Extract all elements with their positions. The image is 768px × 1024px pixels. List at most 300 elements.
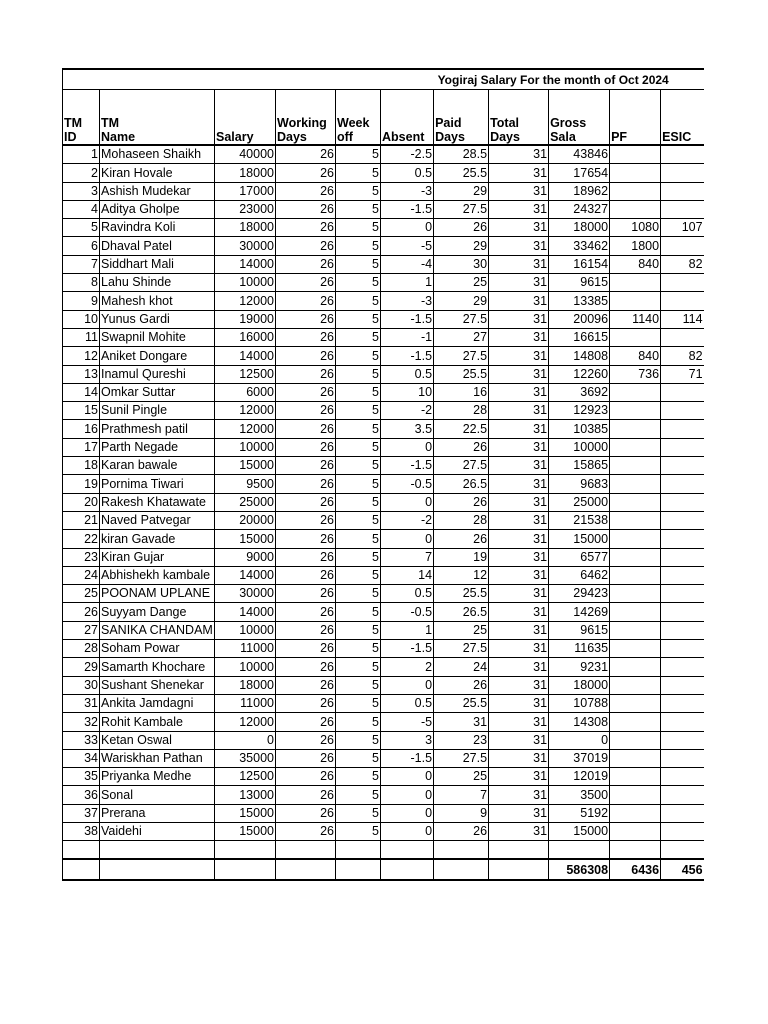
cell-working-days: 26 [276, 548, 336, 566]
cell-gross-salary: 5192 [549, 804, 610, 822]
cell-salary: 11000 [215, 694, 276, 712]
cell-gross-salary: 43846 [549, 145, 610, 164]
table-row [63, 274, 704, 292]
table-row [63, 365, 704, 383]
cell-working-days: 26 [276, 347, 336, 365]
cell-tm-id: 2 [63, 164, 100, 182]
cell-week-off: 5 [336, 219, 381, 237]
cell-working-days: 26 [276, 511, 336, 529]
cell-total-days: 31 [489, 511, 549, 529]
cell-pf [610, 822, 661, 840]
cell-week-off: 5 [336, 713, 381, 731]
cell-paid-days: 24 [434, 658, 489, 676]
cell-tm-id: 8 [63, 274, 100, 292]
cell-tm-id: 22 [63, 530, 100, 548]
cell-tm-id: 10 [63, 310, 100, 328]
cell-salary: 15000 [215, 457, 276, 475]
cell-total-days: 31 [489, 200, 549, 218]
cell-pf [610, 694, 661, 712]
cell-tm-name: Sonal [100, 786, 215, 804]
cell-absent: -1 [381, 328, 434, 346]
cell-working-days: 26 [276, 749, 336, 767]
cell-total-days: 31 [489, 603, 549, 621]
cell-absent: 0.5 [381, 164, 434, 182]
table-row [63, 822, 704, 840]
cell-week-off: 5 [336, 621, 381, 639]
cell-working-days: 26 [276, 713, 336, 731]
cell-working-days: 26 [276, 566, 336, 584]
table-row [63, 310, 704, 328]
cell-total-days: 31 [489, 621, 549, 639]
cell-pf [610, 145, 661, 164]
cell-tm-id: 27 [63, 621, 100, 639]
cell-esic [661, 438, 704, 456]
cell-salary: 16000 [215, 328, 276, 346]
cell-tm-id: 5 [63, 219, 100, 237]
cell-pf [610, 292, 661, 310]
cell-tm-name: kiran Gavade [100, 530, 215, 548]
cell-salary: 18000 [215, 164, 276, 182]
header-tm-id: TM ID [63, 90, 100, 146]
cell-salary: 10000 [215, 438, 276, 456]
cell-salary: 10000 [215, 621, 276, 639]
empty-cell [63, 841, 100, 860]
cell-gross-salary: 29423 [549, 585, 610, 603]
cell-salary: 15000 [215, 804, 276, 822]
empty-cell [215, 859, 276, 880]
cell-pf [610, 566, 661, 584]
cell-pf [610, 603, 661, 621]
cell-gross-salary: 3500 [549, 786, 610, 804]
cell-salary: 12500 [215, 365, 276, 383]
cell-working-days: 26 [276, 274, 336, 292]
cell-gross-salary: 20096 [549, 310, 610, 328]
cell-tm-name: Rohit Kambale [100, 713, 215, 731]
cell-tm-id: 29 [63, 658, 100, 676]
cell-pf [610, 438, 661, 456]
cell-pf [610, 713, 661, 731]
cell-pf: 840 [610, 255, 661, 273]
empty-cell [434, 841, 489, 860]
empty-cell [100, 841, 215, 860]
cell-salary: 12000 [215, 713, 276, 731]
cell-salary: 9500 [215, 475, 276, 493]
empty-cell [489, 859, 549, 880]
cell-tm-name: POONAM UPLANE [100, 585, 215, 603]
cell-week-off: 5 [336, 603, 381, 621]
cell-absent: -4 [381, 255, 434, 273]
cell-absent: 3.5 [381, 420, 434, 438]
cell-week-off: 5 [336, 585, 381, 603]
cell-esic: 82 [661, 255, 704, 273]
cell-gross-salary: 18000 [549, 219, 610, 237]
cell-tm-name: Soham Powar [100, 640, 215, 658]
cell-total-days: 31 [489, 694, 549, 712]
empty-cell [215, 841, 276, 860]
cell-paid-days: 31 [434, 713, 489, 731]
cell-total-days: 31 [489, 585, 549, 603]
cell-esic [661, 548, 704, 566]
cell-pf [610, 182, 661, 200]
cell-gross-salary: 16615 [549, 328, 610, 346]
cell-total-days: 31 [489, 365, 549, 383]
sheet-title: Yogiraj Salary For the month of Oct 2024 [434, 69, 704, 90]
cell-pf [610, 530, 661, 548]
cell-esic [661, 292, 704, 310]
cell-gross-salary: 6462 [549, 566, 610, 584]
cell-gross-salary: 16154 [549, 255, 610, 273]
cell-gross-salary: 18962 [549, 182, 610, 200]
cell-week-off: 5 [336, 676, 381, 694]
table-row [63, 438, 704, 456]
cell-tm-id: 1 [63, 145, 100, 164]
cell-absent: -1.5 [381, 640, 434, 658]
empty-cell [381, 841, 434, 860]
cell-tm-name: SANIKA CHANDAM [100, 621, 215, 639]
cell-esic [661, 145, 704, 164]
cell-week-off: 5 [336, 328, 381, 346]
cell-esic [661, 768, 704, 786]
table-row [63, 694, 704, 712]
cell-total-days: 31 [489, 822, 549, 840]
cell-gross-salary: 0 [549, 731, 610, 749]
cell-tm-name: Rakesh Khatawate [100, 493, 215, 511]
cell-pf [610, 786, 661, 804]
cell-gross-salary: 9231 [549, 658, 610, 676]
cell-esic [661, 274, 704, 292]
table-row [63, 475, 704, 493]
cell-pf [610, 274, 661, 292]
cell-total-days: 31 [489, 640, 549, 658]
cell-tm-name: Mohaseen Shaikh [100, 145, 215, 164]
cell-esic [661, 731, 704, 749]
cell-salary: 18000 [215, 676, 276, 694]
table-row [63, 676, 704, 694]
cell-gross-salary: 10788 [549, 694, 610, 712]
cell-working-days: 26 [276, 530, 336, 548]
cell-gross-salary: 10385 [549, 420, 610, 438]
cell-absent: 0.5 [381, 694, 434, 712]
cell-total-days: 31 [489, 292, 549, 310]
cell-paid-days: 26 [434, 822, 489, 840]
cell-week-off: 5 [336, 822, 381, 840]
cell-paid-days: 26 [434, 493, 489, 511]
cell-esic [661, 804, 704, 822]
cell-paid-days: 25 [434, 274, 489, 292]
cell-tm-name: Vaidehi [100, 822, 215, 840]
cell-total-days: 31 [489, 749, 549, 767]
cell-pf [610, 676, 661, 694]
cell-gross-salary: 9615 [549, 621, 610, 639]
cell-tm-name: Prathmesh patil [100, 420, 215, 438]
cell-week-off: 5 [336, 786, 381, 804]
cell-paid-days: 25 [434, 621, 489, 639]
spacer-row [63, 841, 704, 860]
cell-total-days: 31 [489, 274, 549, 292]
header-paid-days: Paid Days [434, 90, 489, 146]
cell-esic [661, 530, 704, 548]
cell-gross-salary: 15865 [549, 457, 610, 475]
cell-gross-salary: 12923 [549, 402, 610, 420]
cell-pf [610, 640, 661, 658]
cell-tm-name: Dhaval Patel [100, 237, 215, 255]
salary-sheet [62, 68, 703, 881]
cell-tm-name: Mahesh khot [100, 292, 215, 310]
cell-salary: 30000 [215, 237, 276, 255]
table-row [63, 328, 704, 346]
cell-absent: 2 [381, 658, 434, 676]
cell-week-off: 5 [336, 475, 381, 493]
empty-cell [610, 841, 661, 860]
cell-salary: 14000 [215, 255, 276, 273]
cell-working-days: 26 [276, 365, 336, 383]
cell-week-off: 5 [336, 511, 381, 529]
cell-absent: 7 [381, 548, 434, 566]
cell-paid-days: 19 [434, 548, 489, 566]
cell-tm-name: Aniket Dongare [100, 347, 215, 365]
cell-working-days: 26 [276, 731, 336, 749]
cell-week-off: 5 [336, 365, 381, 383]
table-row [63, 237, 704, 255]
cell-paid-days: 29 [434, 292, 489, 310]
cell-paid-days: 26 [434, 676, 489, 694]
cell-absent: -2 [381, 511, 434, 529]
cell-pf [610, 493, 661, 511]
cell-pf [610, 164, 661, 182]
cell-absent: -3 [381, 182, 434, 200]
cell-total-days: 31 [489, 255, 549, 273]
cell-tm-name: Samarth Khochare [100, 658, 215, 676]
cell-pf [610, 475, 661, 493]
cell-salary: 0 [215, 731, 276, 749]
table-row [63, 255, 704, 273]
cell-pf [610, 804, 661, 822]
cell-salary: 12000 [215, 402, 276, 420]
cell-salary: 6000 [215, 383, 276, 401]
table-row [63, 640, 704, 658]
total-pf: 6436 [610, 859, 661, 880]
table-row [63, 548, 704, 566]
cell-gross-salary: 14269 [549, 603, 610, 621]
cell-paid-days: 27.5 [434, 749, 489, 767]
cell-absent: -0.5 [381, 475, 434, 493]
cell-pf [610, 420, 661, 438]
cell-paid-days: 28 [434, 402, 489, 420]
cell-absent: -1.5 [381, 200, 434, 218]
cell-total-days: 31 [489, 493, 549, 511]
cell-salary: 12500 [215, 768, 276, 786]
cell-working-days: 26 [276, 310, 336, 328]
cell-gross-salary: 18000 [549, 676, 610, 694]
cell-working-days: 26 [276, 219, 336, 237]
cell-salary: 14000 [215, 347, 276, 365]
cell-tm-id: 34 [63, 749, 100, 767]
cell-total-days: 31 [489, 383, 549, 401]
cell-working-days: 26 [276, 658, 336, 676]
cell-week-off: 5 [336, 694, 381, 712]
cell-absent: 1 [381, 274, 434, 292]
cell-tm-name: Ravindra Koli [100, 219, 215, 237]
cell-paid-days: 25.5 [434, 694, 489, 712]
table-row [63, 219, 704, 237]
cell-week-off: 5 [336, 438, 381, 456]
cell-week-off: 5 [336, 237, 381, 255]
cell-salary: 18000 [215, 219, 276, 237]
cell-working-days: 26 [276, 676, 336, 694]
cell-absent: 0.5 [381, 365, 434, 383]
cell-tm-id: 30 [63, 676, 100, 694]
cell-paid-days: 26 [434, 438, 489, 456]
cell-salary: 20000 [215, 511, 276, 529]
cell-pf: 1140 [610, 310, 661, 328]
cell-salary: 40000 [215, 145, 276, 164]
table-row [63, 566, 704, 584]
cell-working-days: 26 [276, 328, 336, 346]
cell-tm-id: 21 [63, 511, 100, 529]
cell-esic [661, 420, 704, 438]
empty-cell [434, 859, 489, 880]
cell-working-days: 26 [276, 493, 336, 511]
cell-absent: -1.5 [381, 347, 434, 365]
cell-paid-days: 25.5 [434, 585, 489, 603]
cell-pf: 1800 [610, 237, 661, 255]
cell-gross-salary: 11635 [549, 640, 610, 658]
cell-gross-salary: 21538 [549, 511, 610, 529]
cell-tm-id: 12 [63, 347, 100, 365]
cell-esic [661, 749, 704, 767]
table-row [63, 658, 704, 676]
cell-paid-days: 30 [434, 255, 489, 273]
cell-total-days: 31 [489, 658, 549, 676]
cell-tm-id: 14 [63, 383, 100, 401]
table-row [63, 383, 704, 401]
cell-tm-name: Inamul Qureshi [100, 365, 215, 383]
cell-tm-name: Aditya Gholpe [100, 200, 215, 218]
cell-tm-name: Kiran Hovale [100, 164, 215, 182]
totals-row [63, 859, 704, 880]
cell-paid-days: 27.5 [434, 310, 489, 328]
table-row [63, 511, 704, 529]
cell-esic: 82 [661, 347, 704, 365]
table-row [63, 402, 704, 420]
cell-salary: 35000 [215, 749, 276, 767]
cell-week-off: 5 [336, 566, 381, 584]
cell-total-days: 31 [489, 145, 549, 164]
cell-week-off: 5 [336, 548, 381, 566]
cell-absent: -2.5 [381, 145, 434, 164]
title-spacer [63, 69, 434, 90]
cell-absent: 14 [381, 566, 434, 584]
cell-tm-id: 6 [63, 237, 100, 255]
cell-tm-name: Sushant Shenekar [100, 676, 215, 694]
cell-esic: 114 [661, 310, 704, 328]
cell-pf: 1080 [610, 219, 661, 237]
cell-tm-name: Karan bawale [100, 457, 215, 475]
cell-total-days: 31 [489, 164, 549, 182]
header-total-days: Total Days [489, 90, 549, 146]
cell-absent: -1.5 [381, 749, 434, 767]
cell-working-days: 26 [276, 475, 336, 493]
salary-table [62, 68, 704, 881]
cell-absent: -1.5 [381, 457, 434, 475]
cell-esic [661, 822, 704, 840]
cell-absent: -2 [381, 402, 434, 420]
cell-tm-name: Omkar Suttar [100, 383, 215, 401]
cell-pf: 840 [610, 347, 661, 365]
cell-paid-days: 27.5 [434, 347, 489, 365]
cell-working-days: 26 [276, 603, 336, 621]
cell-tm-id: 35 [63, 768, 100, 786]
cell-salary: 13000 [215, 786, 276, 804]
cell-paid-days: 27 [434, 328, 489, 346]
cell-total-days: 31 [489, 219, 549, 237]
cell-paid-days: 27.5 [434, 640, 489, 658]
cell-salary: 11000 [215, 640, 276, 658]
cell-total-days: 31 [489, 237, 549, 255]
cell-salary: 12000 [215, 292, 276, 310]
table-row [63, 182, 704, 200]
cell-week-off: 5 [336, 182, 381, 200]
cell-tm-id: 31 [63, 694, 100, 712]
cell-tm-id: 32 [63, 713, 100, 731]
empty-cell [336, 841, 381, 860]
cell-gross-salary: 10000 [549, 438, 610, 456]
cell-salary: 12000 [215, 420, 276, 438]
table-row [63, 292, 704, 310]
cell-gross-salary: 37019 [549, 749, 610, 767]
cell-week-off: 5 [336, 255, 381, 273]
cell-tm-id: 4 [63, 200, 100, 218]
cell-gross-salary: 25000 [549, 493, 610, 511]
cell-salary: 17000 [215, 182, 276, 200]
table-row [63, 200, 704, 218]
cell-working-days: 26 [276, 621, 336, 639]
table-row [63, 804, 704, 822]
cell-absent: 10 [381, 383, 434, 401]
cell-working-days: 26 [276, 255, 336, 273]
cell-tm-id: 28 [63, 640, 100, 658]
cell-working-days: 26 [276, 145, 336, 164]
cell-salary: 9000 [215, 548, 276, 566]
cell-working-days: 26 [276, 804, 336, 822]
cell-week-off: 5 [336, 493, 381, 511]
table-row [63, 731, 704, 749]
cell-tm-name: Ashish Mudekar [100, 182, 215, 200]
cell-tm-name: Kiran Gujar [100, 548, 215, 566]
cell-week-off: 5 [336, 804, 381, 822]
cell-esic [661, 658, 704, 676]
cell-working-days: 26 [276, 585, 336, 603]
cell-paid-days: 12 [434, 566, 489, 584]
cell-esic [661, 694, 704, 712]
cell-esic [661, 402, 704, 420]
cell-absent: 3 [381, 731, 434, 749]
cell-paid-days: 25.5 [434, 164, 489, 182]
cell-paid-days: 29 [434, 182, 489, 200]
cell-working-days: 26 [276, 292, 336, 310]
cell-tm-id: 9 [63, 292, 100, 310]
cell-total-days: 31 [489, 768, 549, 786]
cell-esic [661, 566, 704, 584]
cell-paid-days: 7 [434, 786, 489, 804]
cell-week-off: 5 [336, 731, 381, 749]
cell-salary: 10000 [215, 274, 276, 292]
cell-esic [661, 713, 704, 731]
cell-working-days: 26 [276, 182, 336, 200]
empty-cell [276, 859, 336, 880]
cell-week-off: 5 [336, 658, 381, 676]
cell-week-off: 5 [336, 749, 381, 767]
